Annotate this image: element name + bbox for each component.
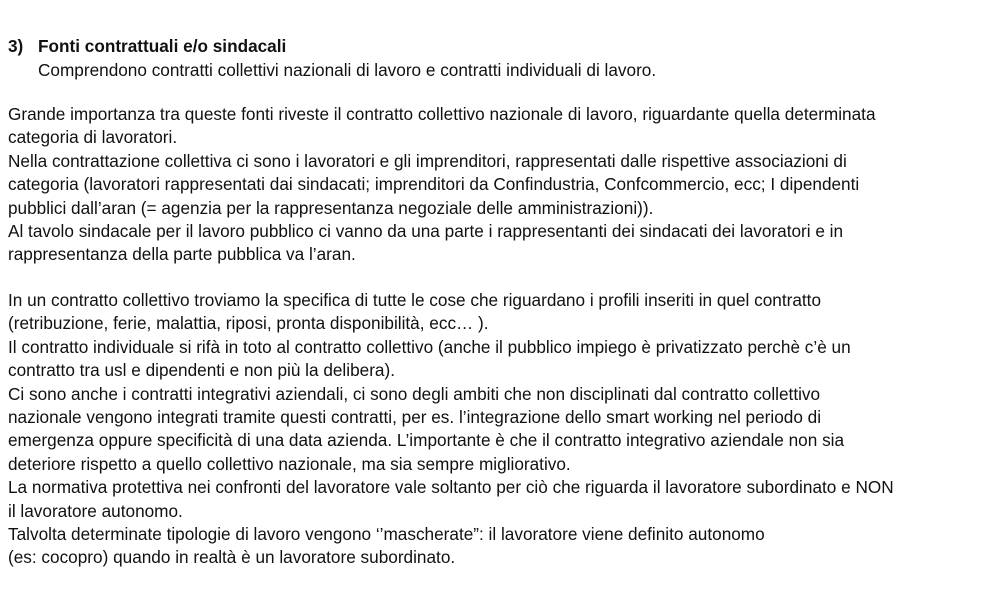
text-line: La normativa protettiva nei confronti del lavoratore vale soltanto per ciò che riguarda il lavoratore subordinato e NON xyxy=(8,477,894,498)
paragraph-collective-contracts xyxy=(8,103,1003,267)
text-line: Grande importanza tra queste fonti riveste il contratto collettivo nazionale di lavoro, riguardante quella determinata xyxy=(8,104,876,124)
text-line: rappresentanza della parte pubblica va l’aran. xyxy=(8,244,356,265)
section-title: Fonti contrattuali e/o sindacali xyxy=(38,36,287,56)
text-line: deteriore rispetto a quello collettivo nazionale, ma sia sempre migliorativo. xyxy=(8,453,571,474)
text-line: In un contratto collettivo troviamo la specifica di tutte le cose che riguardano i profili inseriti in quel contratto xyxy=(8,290,822,310)
text-line: Al tavolo sindacale per il lavoro pubblico ci vanno da una parte i rappresentanti dei sindacati dei lavoratori e in xyxy=(8,221,844,242)
paragraph-contract-details xyxy=(8,289,1003,570)
text-line: Ci sono anche i contratti integrativi aziendali, ci sono degli ambiti che non disciplinati dal contratto collettivo xyxy=(8,383,821,404)
section-subtitle: Comprendono contratti collettivi nazionali di lavoro e contratti individuali di lavoro. xyxy=(38,59,657,80)
text-line: (es: cocopro) quando in realtà è un lavoratore subordinato. xyxy=(8,547,456,568)
text-line: categoria (lavoratori rappresentati dai sindacati; imprenditori da Confindustria, Confcommercio, ecc; I dipendenti xyxy=(8,174,860,195)
section-number: 3) xyxy=(8,36,24,56)
section-header xyxy=(8,35,998,82)
text-line: (retribuzione, ferie, malattia, riposi, pronta disponibilità, ecc… ). xyxy=(8,313,489,334)
text-line: pubblici dall’aran (= agenzia per la rappresentanza negoziale delle amministrazioni)). xyxy=(8,197,654,218)
text-line: nazionale vengono integrati tramite questi contratti, per es. l’integrazione dello smart working nel periodo di xyxy=(8,407,822,428)
text-line: contratto tra usl e dipendenti e non più la delibera). xyxy=(8,360,395,381)
text-line: Talvolta determinate tipologie di lavoro vengono ‘’mascherate”: il lavoratore viene definito autonomo xyxy=(8,524,765,545)
text-line: categoria di lavoratori. xyxy=(8,127,178,148)
section-heading xyxy=(8,35,998,59)
text-line: Il contratto individuale si rifà in toto al contratto collettivo (anche il pubblico impiego è privatizzato perchè c’è un xyxy=(8,336,851,357)
text-line: Nella contrattazione collettiva ci sono i lavoratori e gli imprenditori, rappresentati dalle rispettive associazioni di xyxy=(8,150,847,171)
text-line: emergenza oppure specificità di una data azienda. L’importante è che il contratto integrativo aziendale non sia xyxy=(8,430,845,451)
text-line: il lavoratore autonomo. xyxy=(8,500,183,521)
